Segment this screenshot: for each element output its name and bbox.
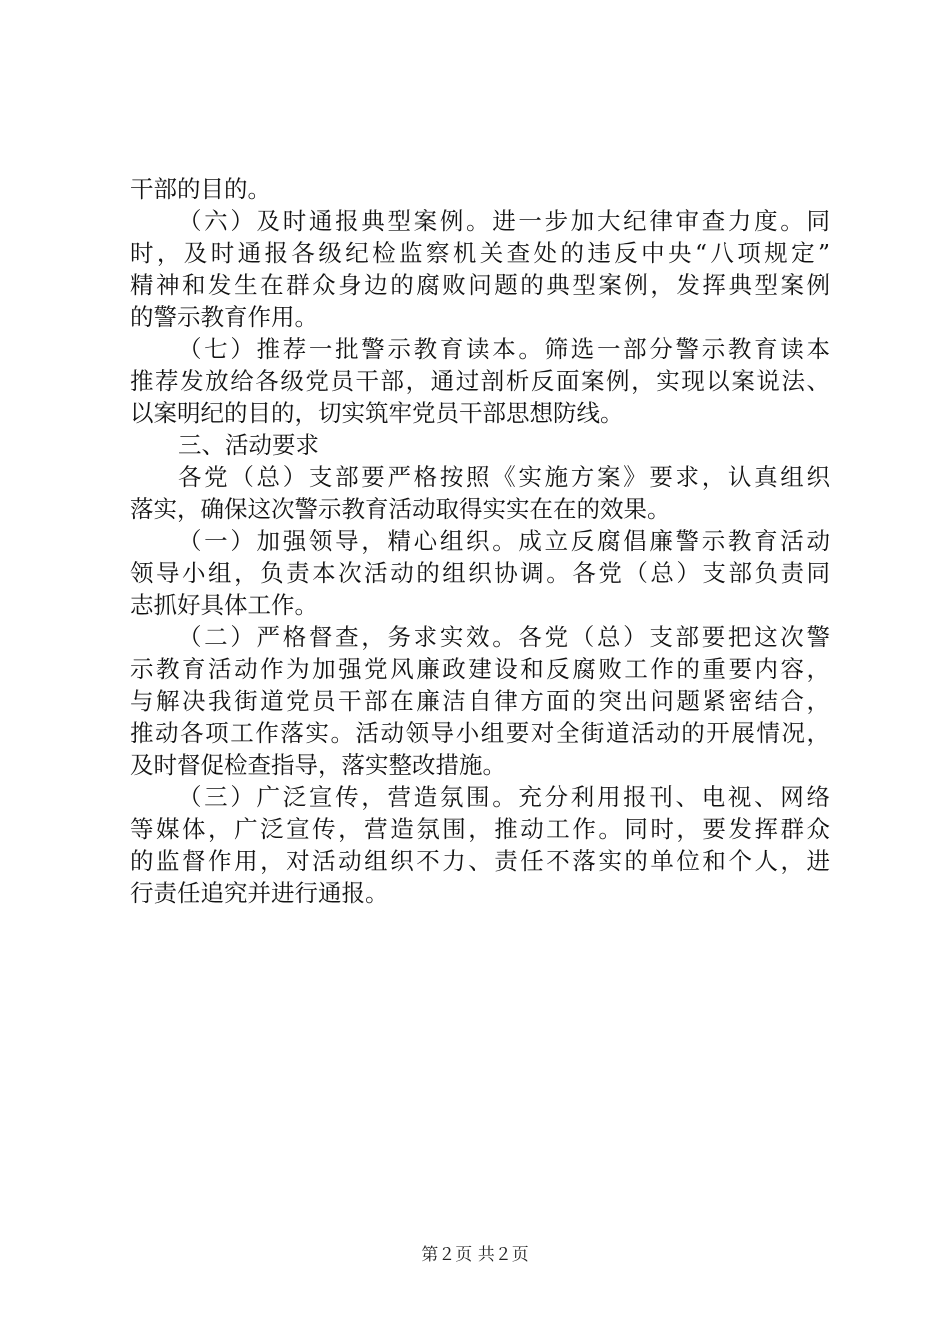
paragraph-item-7-line: （七）推荐一批警示教育读本。筛选一部分警示教育读本 bbox=[178, 335, 830, 363]
text-line: 的警示教育作用。 bbox=[130, 303, 318, 331]
text-line: 与解决我街道党员干部在廉洁自律方面的突出问题紧密结合， bbox=[130, 687, 830, 715]
text-line: 干部的目的。 bbox=[130, 175, 271, 203]
text-line: 推动各项工作落实。活动领导小组要对全街道活动的开展情况， bbox=[130, 719, 830, 747]
text-line: 精神和发生在群众身边的腐败问题的典型案例，发挥典型案例 bbox=[130, 271, 830, 299]
text-line: 的监督作用，对活动组织不力、责任不落实的单位和个人，进 bbox=[130, 847, 830, 875]
paragraph-intro-line: 各党（总）支部要严格按照《实施方案》要求，认真组织 bbox=[178, 463, 830, 491]
paragraph-req-3-line: （三）广泛宣传，营造氛围。充分利用报刊、电视、网络 bbox=[178, 783, 830, 811]
text-line: 志抓好具体工作。 bbox=[130, 591, 318, 619]
paragraph-item-6-line: （六）及时通报典型案例。进一步加大纪律审查力度。同 bbox=[178, 207, 830, 235]
text-line: 行责任追究并进行通报。 bbox=[130, 879, 389, 907]
text-line: 等媒体，广泛宣传，营造氛围，推动工作。同时，要发挥群众 bbox=[130, 815, 830, 843]
text-line: 领导小组，负责本次活动的组织协调。各党（总）支部负责同 bbox=[130, 559, 830, 587]
text-line: 及时督促检查指导，落实整改措施。 bbox=[130, 751, 506, 779]
page-number-footer: 第２页 共２页 bbox=[421, 1245, 529, 1265]
text-line: 以案明纪的目的，切实筑牢党员干部思想防线。 bbox=[130, 399, 624, 427]
text-line: 时，及时通报各级纪检监察机关查处的违反中央“八项规定” bbox=[130, 239, 830, 267]
text-line: 推荐发放给各级党员干部，通过剖析反面案例，实现以案说法、 bbox=[130, 367, 830, 395]
text-line: 示教育活动作为加强党风廉政建设和反腐败工作的重要内容， bbox=[130, 655, 830, 683]
paragraph-req-1-line: （一）加强领导，精心组织。成立反腐倡廉警示教育活动 bbox=[178, 527, 830, 555]
section-heading: 三、活动要求 bbox=[178, 431, 319, 459]
text-line: 落实，确保这次警示教育活动取得实实在在的效果。 bbox=[130, 495, 671, 523]
paragraph-req-2-line: （二）严格督查，务求实效。各党（总）支部要把这次警 bbox=[178, 623, 830, 651]
